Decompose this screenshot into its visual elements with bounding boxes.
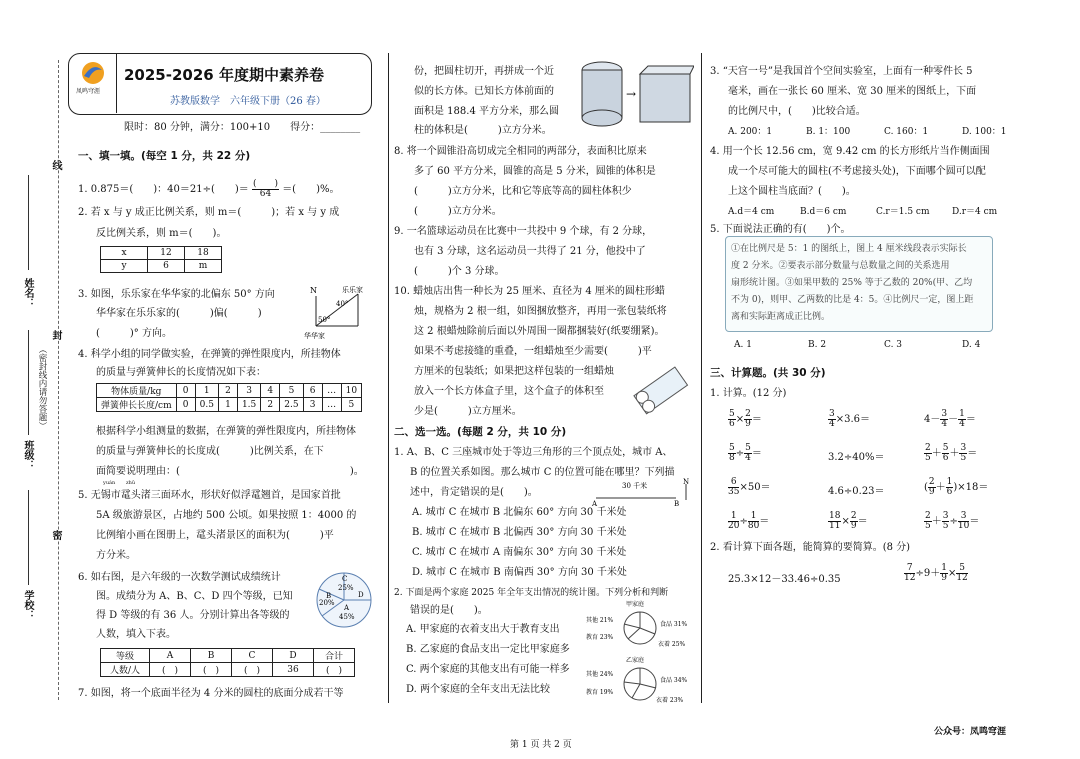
q7-cuboid-top — [640, 66, 694, 74]
footer-wechat: 公众号：凤鸣穹涯 — [934, 727, 1007, 737]
calc2-item-1[interactable]: 25.3×12－33.46÷0.35 — [728, 574, 841, 585]
s1-label-a: A — [592, 500, 598, 506]
q4-line-c: 根据科学小组测量的数据，在弹簧的弹性限度内，所挂物体 — [96, 426, 356, 437]
q10-line-d: 如果不考虑接缝的重叠，一组蜡烛至少需要( )平 — [414, 346, 652, 357]
q8-line-b: 多了 60 平方分米，圆锥的高是 5 分米，圆锥的体积是 — [414, 166, 656, 177]
q1-fraction[interactable] — [252, 180, 279, 199]
calc-item[interactable]: $\frac{2}{5}$ ＋ $\frac{3}{5}$ ÷ $\frac{3}{10}$ ＝ — [925, 511, 980, 531]
q6-cell: ( ) — [191, 663, 232, 677]
q6-pct-a: 45% — [339, 613, 355, 621]
pie-yi-title: 乙家庭 — [626, 657, 645, 664]
calc-item[interactable]: 3.2÷40%＝ — [828, 452, 885, 463]
calc-1-title: 1. 计算。(12 分) — [710, 388, 787, 399]
calc-item[interactable]: $\frac{5}{6}$ × $\frac{2}{9}$ ＝ — [729, 409, 762, 429]
s1-option-d[interactable]: D. 城市 C 在城市 B 南偏西 30° 方向 30 千米处 — [412, 567, 627, 578]
q5-line-b: 5A 级旅游景区，占地约 500 公顷。如果按照 1：4000 的 — [96, 510, 357, 521]
calc-text: ×50＝ — [739, 482, 771, 493]
s5-statement: 不为 0)，则甲、乙两数的比是 4：5。④比例尺一定，图上距 — [731, 295, 974, 305]
q6-pct-c: 25% — [338, 584, 354, 592]
q3-line-b: 华华家在乐乐家的( )偏( ) — [96, 308, 262, 319]
q7-line-b: 份，把圆柱切开，再拼成一个近 — [414, 66, 554, 77]
q3-huahua-label: 华华家 — [304, 332, 325, 340]
q2-cell: 12 — [148, 247, 185, 260]
calc-item[interactable]: $\frac{3}{4}$ ×3.6＝ — [829, 409, 871, 429]
q7-cylinder-figure — [578, 58, 694, 130]
q10-candles — [634, 367, 688, 414]
s4-option-a[interactable]: A.d＝4 cm — [728, 207, 775, 217]
q6-cell: ( ) — [150, 663, 191, 677]
calc-item[interactable]: $\frac{2}{5}$ ＋ $\frac{5}{6}$ ＋ $\frac{3}{5}$ ＝ — [925, 443, 978, 463]
s1-option-b[interactable]: B. 城市 C 在城市 B 北偏西 30° 方向 30 千米处 — [412, 527, 627, 538]
q4-cell: 2.5 — [280, 398, 303, 412]
q6-pie-chart — [314, 570, 374, 630]
q6-cell: B — [191, 649, 232, 663]
section-3-title: 三、计算题。(共 30 分) — [710, 367, 826, 379]
q5-ruby-zhu: zhǔ — [126, 480, 136, 486]
column-divider-1 — [388, 53, 389, 703]
q3-line-a: 3. 如图，乐乐家在华华家的北偏东 50° 方向 — [78, 289, 275, 300]
q4-line-d: 的质量与弹簧伸长的长度成( )比例关系，在下 — [96, 446, 324, 457]
s5-statement: 度 2 分米。②要表示部分数量与总数量之间的关系选用 — [731, 261, 950, 271]
section-1-title: 一、填一填。(每空 1 分，共 22 分) — [78, 150, 251, 162]
q7-line-a: 7. 如图，将一个底面半径为 4 分米的圆柱的底面分成若干等 — [78, 688, 344, 699]
seal-dashed-line — [58, 60, 59, 700]
q4-cell: 物体质量/kg — [97, 384, 177, 398]
q6-cell: ( ) — [232, 663, 273, 677]
q6-label-d: D — [358, 591, 364, 599]
q7-line-e: 柱的体积是( )立方分米。 — [414, 125, 552, 136]
s5-option-a[interactable]: A. 1 — [734, 340, 752, 350]
column-divider-2 — [701, 53, 702, 703]
s2-option-c[interactable]: C. 两个家庭的其他支出有可能一样多 — [406, 664, 570, 675]
seal-char-feng: 封 — [50, 330, 61, 340]
q2-cell: y — [101, 260, 148, 273]
pie-yi-other: 其他 24% — [586, 671, 614, 678]
s1-north: N — [683, 478, 690, 486]
q6-cell: 等级 — [101, 649, 150, 663]
q10-line-g: 少是( )立方厘米。 — [414, 406, 522, 417]
q4-cell: … — [322, 398, 341, 412]
q4-cell: 0 — [176, 398, 195, 412]
q6-cell: A — [150, 649, 191, 663]
q4-line-e: 面简要说明理由：( )。 — [96, 466, 364, 477]
calc-item[interactable]: ( $\frac{2}{9}$ ＋ $\frac{1}{6}$ )×18＝ — [924, 477, 989, 497]
s2-option-d[interactable]: D. 两个家庭的全年支出无法比较 — [406, 684, 551, 695]
q8-line-d: ( )立方分米。 — [414, 206, 502, 217]
section-2-title: 二、选一选。(每题 2 分，共 10 分) — [394, 426, 567, 438]
pie-jia-edu: 教育 23% — [586, 634, 614, 641]
q10-line-f: 放入一个长方体盒子里，这个盒子的体积至 — [414, 386, 604, 397]
calc-text: )×18＝ — [953, 482, 989, 493]
q9-line-a: 9. 一名篮球运动员在比赛中一共投中 9 个球，有 2 分球， — [394, 226, 653, 237]
q10-line-e: 方厘米的包装纸；如果把这样包装的一组蜡烛 — [414, 366, 614, 377]
s5-option-b[interactable]: B. 2 — [808, 340, 827, 350]
q4-cell: 5 — [341, 398, 361, 412]
s5-option-d[interactable]: D. 4 — [962, 340, 981, 350]
s5-option-c[interactable]: C. 3 — [884, 340, 903, 350]
q6-pct-b: 20% — [319, 599, 335, 607]
q4-cell: 10 — [341, 384, 361, 398]
s4-option-b[interactable]: B.d＝6 cm — [800, 207, 847, 217]
q1-text — [78, 180, 340, 199]
s3-line-a: 3. “天宫一号”是我国首个空间实验室，上面有一种零件长 5 — [710, 66, 973, 77]
q9-line-c: ( )个 3 分球。 — [414, 266, 505, 277]
q3-north-label: N — [310, 286, 317, 295]
seal-char-mi: 密 — [50, 530, 61, 540]
pie-jia-other: 其他 21% — [586, 617, 614, 624]
logo-text: 凤鸣穹涯 — [76, 88, 101, 95]
calc-item[interactable]: $\frac{18}{11}$ × $\frac{2}{9}$ ＝ — [829, 511, 868, 531]
q4-cell: 0 — [176, 384, 195, 398]
s5-statement: ①在比例尺是 5：1 的图纸上，图上 4 厘米线段表示实际长 — [731, 244, 967, 254]
q6-table — [100, 648, 355, 677]
seal-note: （密封线内请勿答题） — [37, 345, 47, 430]
s1-figure — [590, 476, 694, 506]
calc-item[interactable]: $\frac{5}{8}$ ÷ $\frac{5}{4}$ ＝ — [729, 443, 762, 463]
pie-jia-food: 食品 31% — [660, 621, 688, 628]
q2-table — [100, 246, 222, 273]
q5-line-a: 5. 无锡市鼋头渚三面环水，形状好似浮鼋翘首，是国家首批 — [78, 490, 341, 501]
calc-text: ＝ — [969, 516, 980, 527]
q4-cell: 6 — [303, 384, 322, 398]
s1-line-a: 1. A、B、C 三座城市处于等边三角形的三个顶点处，城市 A、 — [394, 447, 673, 458]
s3-line-c: 的比例尺中，( )比较合适。 — [728, 106, 866, 117]
q4-cell: 2 — [261, 398, 280, 412]
s1-label-b: B — [674, 500, 680, 506]
q6-line-d: 人数，填入下表。 — [96, 629, 176, 640]
s5-statement: 扇形统计图。③如果甲数的 25% 等于乙数的 20%(甲、乙均 — [731, 278, 973, 288]
q2-line-a: 2. 若 x 与 y 成正比例关系，则 m＝( )；若 x 与 y 成 — [78, 207, 340, 218]
s2-option-b[interactable]: B. 乙家庭的食品支出一定比甲家庭多 — [406, 644, 570, 655]
calc2-item-2[interactable]: $\frac{7}{12}$ ÷9＋ $\frac{1}{9}$ × $\frac{5}{12}$ — [904, 563, 968, 583]
s1-option-a[interactable]: A. 城市 C 在城市 B 北偏东 60° 方向 30 千米处 — [412, 507, 627, 518]
s4-line-b: 成一个尽可能大的圆柱(不考虑接头处)，下面哪个圆可以配 — [728, 166, 986, 177]
calc-item[interactable]: 4－ $\frac{3}{4}$ － $\frac{1}{4}$ ＝ — [924, 409, 976, 429]
exam-title: 2025-2026 年度期中素养卷 — [124, 66, 324, 84]
s4-option-d[interactable]: D.r＝4 cm — [952, 207, 998, 217]
q3-lele-label: 乐乐家 — [342, 286, 363, 294]
name-blank[interactable] — [28, 175, 29, 270]
q1-frac-num: ( ) — [252, 179, 278, 189]
q10-candle-figure — [624, 358, 694, 418]
exam-subtitle: 苏教版数学 六年级下册（26 春） — [170, 96, 326, 107]
s4-line-c: 上这个圆柱当底面？( )。 — [728, 186, 856, 197]
pie-jia-cloth: 衣着 25% — [658, 641, 686, 648]
q4-cell: 4 — [261, 384, 280, 398]
s1-line-b: B 的位置关系如图。那么城市 C 的位置可能在哪里？下列描 — [410, 467, 675, 478]
s3-option-d[interactable]: D. 100：1 — [962, 127, 1007, 137]
q3-line-c: ( )° 方向。 — [96, 328, 172, 339]
q3-angle-40: 40° — [336, 300, 349, 308]
school-label: 学校： — [22, 590, 33, 620]
q10-line-b: 烛，规格为 2 根一组，如图捆放整齐，再用一张包装纸将 — [414, 306, 667, 317]
q5-ruby-yuan: yuán — [103, 480, 116, 486]
logo — [78, 60, 108, 94]
exam-meta: 限时：80 分钟，满分：100+10 得分：________ — [124, 122, 361, 133]
q4-table — [96, 383, 362, 412]
q2-cell: m — [185, 260, 222, 273]
q7-cuboid — [640, 74, 690, 122]
q5-line-d: 方分米。 — [96, 550, 136, 561]
pie-yi-cloth: 衣着 23% — [656, 697, 684, 704]
calc-2-title: 2. 看计算下面各题，能简算的要简算。(8 分) — [710, 542, 911, 553]
q6-cell: ( ) — [314, 663, 355, 677]
q4-cell: 1 — [195, 384, 218, 398]
q2-cell: x — [101, 247, 148, 260]
s1-line-c: 述中，肯定错误的是( )。 — [410, 487, 538, 498]
s3-option-a[interactable]: A. 200：1 — [728, 127, 773, 137]
q6-cell: D — [273, 649, 314, 663]
name-label: 姓名： — [22, 278, 33, 308]
calc-text: － — [948, 414, 959, 425]
s2-pie-charts — [584, 598, 696, 706]
s3-option-c[interactable]: C. 160：1 — [884, 127, 929, 137]
q4-cell: 5 — [280, 384, 303, 398]
s3-option-b[interactable]: B. 1：100 — [806, 127, 851, 137]
q6-label-c: C — [342, 575, 348, 583]
s5-statement: 离和实际距离成正比例。 — [731, 312, 831, 322]
q6-cell: 合计 — [314, 649, 355, 663]
q2-line-b: 反比例关系，则 m＝( )。 — [96, 228, 227, 239]
q9-line-b: 也有 3 分球，这名运动员一共得了 21 分，他投中了 — [414, 246, 646, 257]
s3-line-b: 毫米，画在一张长 60 厘米、宽 30 厘米的图纸上，下面 — [728, 86, 977, 97]
q2-cell: 6 — [148, 260, 185, 273]
q6-cell: 人数/人 — [101, 663, 150, 677]
header-divider — [116, 53, 117, 113]
q7-arrow: → — [626, 87, 637, 101]
school-blank[interactable] — [28, 490, 29, 585]
q6-label-b: B — [326, 592, 332, 600]
s2-option-a[interactable]: A. 甲家庭的衣着支出大于教育支出 — [406, 624, 560, 635]
q7-cylinder-bottom — [582, 110, 622, 126]
s2-line-b: 错误的是( )。 — [410, 605, 488, 616]
q3-angle-50: 50° — [318, 316, 331, 324]
q6-line-c: 得 D 等级的有 36 人。分别计算出各等级的 — [96, 610, 290, 621]
q4-cell: … — [322, 384, 341, 398]
q4-cell: 2 — [218, 384, 237, 398]
q1-frac-den: 64 — [259, 189, 272, 199]
q8-line-c: ( )立方分米，比和它等底等高的圆柱体积少 — [414, 186, 632, 197]
calc-item[interactable]: $\frac{1}{20}$ ÷ $\frac{1}{80}$ ＝ — [728, 511, 770, 531]
q4-cell: 0.5 — [195, 398, 218, 412]
calc-item[interactable]: 4.6÷0.23＝ — [828, 486, 885, 497]
page-number: 第 1 页 共 2 页 — [510, 740, 572, 750]
q4-line-a: 4. 科学小组的同学做实验，在弹簧的弹性限度内，所挂物体 — [78, 349, 341, 360]
s5-line: 5. 下面说法正确的有( )个。 — [710, 224, 851, 235]
q6-cell: C — [232, 649, 273, 663]
q4-cell: 3 — [237, 384, 260, 398]
q8-line-a: 8. 将一个圆锥沿高切成完全相同的两部分，表面积比原来 — [394, 146, 647, 157]
calc-item[interactable]: $\frac{6}{35}$ ×50＝ — [728, 477, 771, 497]
seal-char-xian: 线 — [50, 160, 61, 170]
pie-jia-title: 甲家庭 — [626, 601, 645, 608]
q4-cell: 1.5 — [237, 398, 260, 412]
q6-cell: 36 — [273, 663, 314, 677]
q7-line-d: 面积是 188.4 平方分米，那么圆 — [414, 106, 559, 117]
calc-text: 4－ — [924, 414, 941, 425]
s1-distance: 30 千米 — [622, 482, 648, 490]
q7-line-c: 似的长方体。已知长方体前面的 — [414, 86, 554, 97]
q2-cell: 18 — [185, 247, 222, 260]
q6-label-a: A — [344, 604, 350, 612]
s1-option-c[interactable]: C. 城市 C 在城市 A 南偏东 30° 方向 30 千米处 — [412, 547, 627, 558]
q1-lead: 1. 0.875＝( )：40＝21÷( )＝ — [78, 184, 249, 195]
q6-line-a: 6. 如右图，是六年级的一次数学测试成绩统计 — [78, 572, 281, 583]
q4-line-b: 的质量与弹簧伸长的长度情况如下表： — [96, 367, 266, 378]
q4-cell: 弹簧伸长长度/cm — [97, 398, 177, 412]
class-blank[interactable] — [28, 330, 29, 435]
s2-line-a: 2. 下面是两个家庭 2025 年全年支出情况的统计图。下列分析和判断 — [394, 588, 669, 598]
s4-line-a: 4. 用一个长 12.56 cm，宽 9.42 cm 的长方形纸片当作侧面围 — [710, 146, 990, 157]
binding-strip — [0, 0, 62, 740]
q10-line-a: 10. 蜡烛店出售一种长为 25 厘米、直径为 4 厘米的圆柱形蜡 — [394, 286, 665, 297]
pie-yi-food: 食品 34% — [660, 677, 688, 684]
q3-direction-figure — [302, 284, 374, 342]
class-label: 班级： — [22, 440, 33, 470]
pie-yi-edu: 教育 19% — [586, 689, 614, 696]
calc-text: ×3.6＝ — [835, 414, 871, 425]
q6-line-b: 图。成绩分为 A、B、C、D 四个等级，已知 — [96, 591, 293, 602]
q4-cell: 1 — [218, 398, 237, 412]
q5-line-c: 比例缩小画在图册上，鼋头渚景区的面积为( )平 — [96, 530, 334, 541]
q4-cell: 3 — [303, 398, 322, 412]
s4-option-c[interactable]: C.r＝1.5 cm — [876, 207, 930, 217]
q10-line-c: 这 2 根蜡烛除前后面以外周围一圈都捆装好(纸要绷紧)。 — [414, 326, 665, 337]
s5-statement-box — [725, 236, 993, 332]
calc-text: ÷ — [949, 516, 958, 527]
q1-tail: ＝( )%。 — [282, 184, 340, 195]
